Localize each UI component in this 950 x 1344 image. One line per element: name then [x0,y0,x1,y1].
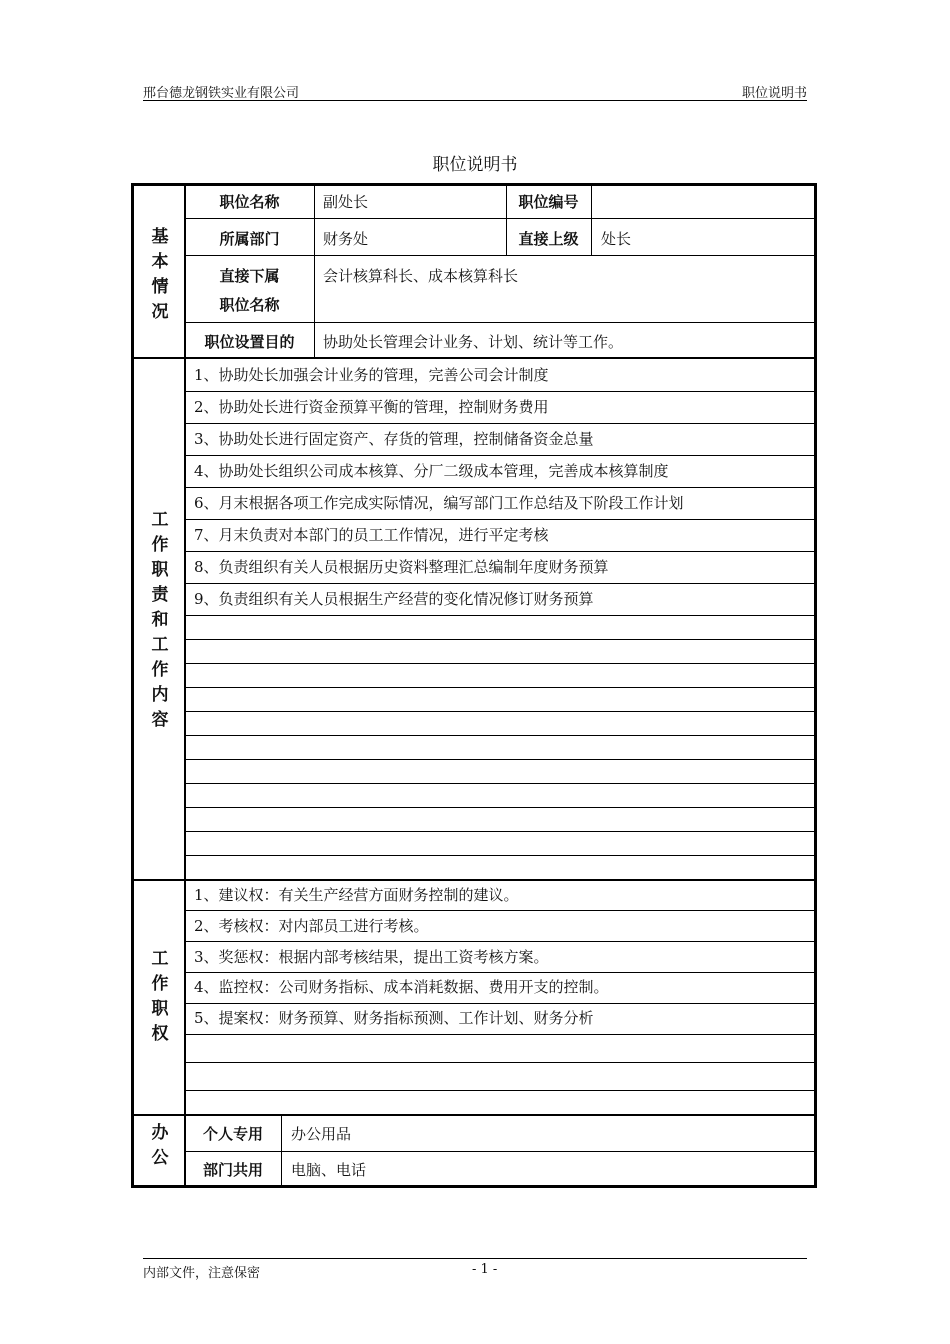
row-line [185,1003,815,1004]
grid-line [281,1116,282,1186]
row-line [185,639,815,640]
row-line [185,663,815,664]
personal-use-label: 个人专用 [202,1125,263,1143]
section-separator [133,357,815,359]
duty-item: 6、月末根据各项工作完成实际情况，编写部门工作总结及下阶段工作计划 [194,494,684,512]
duty-item: 1、协助处长加强会计业务的管理，完善公司会计制度 [194,366,549,384]
position-name-value: 副处长 [323,193,369,211]
row-line [185,1034,815,1035]
row-line [185,972,815,973]
grid-line [591,185,592,255]
row-line [185,855,815,856]
duty-item: 4、协助处长组织公司成本核算、分厂二级成本管理，完善成本核算制度 [194,462,669,480]
purpose-value: 协助处长管理会计业务、计划、统计等工作。 [323,333,624,351]
row-line [185,551,815,552]
section-label-duties: 工 作 职 责 和 工 作 内 容 [151,510,169,730]
row-line [185,735,815,736]
row-line [185,711,815,712]
personal-use-value: 办公用品 [291,1125,352,1143]
authority-item: 3、奖惩权：根据内部考核结果，提出工资考核方案。 [194,948,549,966]
row-line [185,807,815,808]
authority-item: 4、监控权：公司财务指标、成本消耗数据、费用开支的控制。 [194,978,609,996]
section-separator [133,1114,815,1116]
header-rule [143,100,807,101]
supervisor-label: 直接上级 [518,230,579,248]
grid-line [314,185,315,358]
row-line [185,941,815,942]
subordinates-label: 直接下属 [219,267,280,285]
row-line [185,831,815,832]
supervisor-value: 处长 [601,230,632,248]
row-line [185,783,815,784]
header-company: 邢台德龙钢铁实业有限公司 [143,86,300,101]
grid-line [185,1151,815,1152]
row-line [185,1062,815,1063]
department-label: 所属部门 [219,230,280,248]
row-line [185,759,815,760]
row-line [185,455,815,456]
section-label-office: 办 公 [151,1123,169,1168]
authority-item: 1、建议权：有关生产经营方面财务控制的建议。 [194,886,519,904]
grid-line [185,218,815,219]
grid-line [185,255,815,256]
subordinates-value: 会计核算科长、成本核算科长 [323,267,519,285]
row-line [185,487,815,488]
position-code-label: 职位编号 [518,193,579,211]
shared-use-label: 部门共用 [202,1161,263,1179]
row-line [185,687,815,688]
row-line [185,519,815,520]
position-name-label: 职位名称 [219,193,280,211]
footer-note: 内部文件，注意保密 [143,1266,261,1281]
duty-item: 2、协助处长进行资金预算平衡的管理，控制财务费用 [194,398,549,416]
section-label-authority: 工 作 职 权 [151,949,169,1044]
row-line [185,910,815,911]
row-line [185,583,815,584]
shared-use-value: 电脑、电话 [291,1161,367,1179]
authority-item: 2、考核权：对内部员工进行考核。 [194,917,429,935]
subordinates-label-line2: 职位名称 [219,296,280,314]
duty-item: 8、负责组织有关人员根据历史资料整理汇总编制年度财务预算 [194,558,609,576]
footer-rule [143,1258,807,1259]
page-number: - 1 - [472,1262,498,1277]
section-separator [133,879,815,881]
row-line [185,1090,815,1091]
page-title: 职位说明书 [432,155,518,175]
duty-item: 3、协助处长进行固定资产、存货的管理，控制储备资金总量 [194,430,594,448]
row-line [185,423,815,424]
section-label-basic: 基 本 情 况 [151,227,169,322]
duty-item: 7、月末负责对本部门的员工工作情况，进行平定考核 [194,526,549,544]
department-value: 财务处 [323,230,369,248]
duty-item: 9、负责组织有关人员根据生产经营的变化情况修订财务预算 [194,590,594,608]
row-line [185,615,815,616]
row-line [185,391,815,392]
header-doc-type: 职位说明书 [741,86,807,101]
grid-line [185,322,815,323]
purpose-label: 职位设置目的 [204,333,295,351]
authority-item: 5、提案权：财务预算、财务指标预测、工作计划、财务分析 [194,1009,594,1027]
